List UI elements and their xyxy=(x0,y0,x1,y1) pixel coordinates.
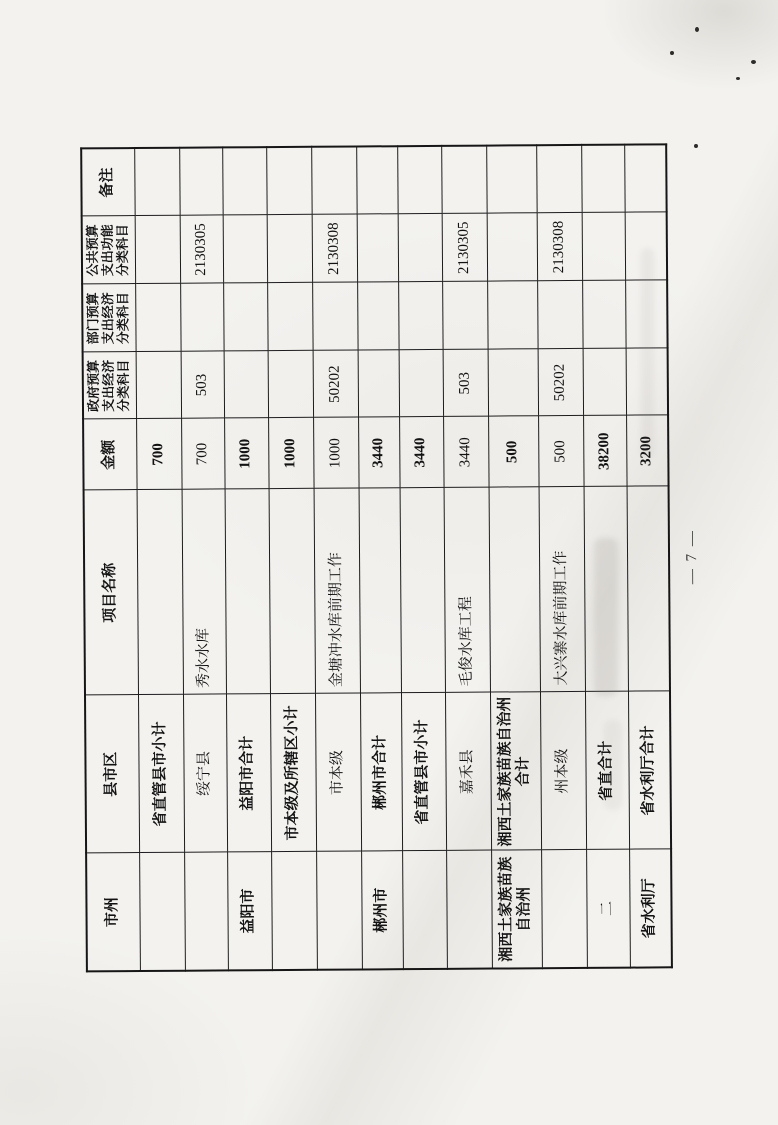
table-cell: 益阳市合计 xyxy=(226,694,271,852)
table-cell: 1000 xyxy=(313,417,358,488)
table-cell xyxy=(224,351,268,418)
table-cell xyxy=(312,282,357,350)
table-cell xyxy=(136,352,181,419)
page-number: — 7 — xyxy=(683,529,701,585)
table-cell xyxy=(581,145,624,213)
table-header xyxy=(81,148,140,971)
table-cell xyxy=(223,215,267,283)
table-cell xyxy=(359,488,401,693)
table-cell xyxy=(398,282,442,350)
table-cell: 2130308 xyxy=(312,214,357,282)
header-cell: 项目名称 xyxy=(84,490,138,695)
table-cell xyxy=(179,147,222,215)
table-cell: 1000 xyxy=(268,418,313,489)
table-cell: 省直管县市小计 xyxy=(401,693,446,851)
header-cell: 金额 xyxy=(83,419,136,490)
table-cell xyxy=(541,850,587,968)
bleed-through-smudge xyxy=(641,248,654,458)
table-cell xyxy=(397,146,441,214)
table-cell xyxy=(627,486,670,691)
table-cell xyxy=(184,852,228,970)
bleed-through-smudge xyxy=(594,538,618,696)
scan-speck xyxy=(736,77,740,80)
table-cell: 郴州市 xyxy=(361,851,403,969)
table-cell xyxy=(442,282,487,350)
header-cell: 县市区 xyxy=(85,695,139,853)
table-cell: 市本级 xyxy=(315,693,361,851)
table-cell xyxy=(135,216,180,284)
table-row xyxy=(356,146,403,969)
table-cell xyxy=(486,145,536,213)
table-cell: 3200 xyxy=(626,415,668,486)
table-cell: 50202 xyxy=(538,349,583,416)
table-cell: 503 xyxy=(443,350,488,417)
table-cell xyxy=(311,146,356,214)
table-cell xyxy=(402,851,447,969)
table-cell: 省直管县市小计 xyxy=(138,695,184,853)
table-cell xyxy=(357,214,398,282)
table-cell: 2130305 xyxy=(442,214,487,282)
table-cell: 50202 xyxy=(313,350,358,417)
table-row xyxy=(179,147,228,970)
table-cell xyxy=(222,147,266,215)
table-cell: 700 xyxy=(136,419,181,490)
header-cell: 政府预算 支出经济 分类科目 xyxy=(83,352,136,419)
table-cell xyxy=(582,213,625,281)
table-row xyxy=(441,146,492,969)
table-cell xyxy=(582,281,625,349)
table-cell: 市本级及所辖区小计 xyxy=(270,694,316,852)
table-cell: 700 xyxy=(181,418,224,489)
table-cell: 湘西土家族苗族自治州 xyxy=(491,850,542,968)
table-cell: 503 xyxy=(181,351,224,418)
table-cell xyxy=(536,145,581,213)
table-cell: 500 xyxy=(488,416,538,487)
table-body xyxy=(134,144,672,971)
header-cell: 备注 xyxy=(81,148,134,216)
table-cell: 嘉禾县 xyxy=(445,693,491,851)
scan-speck xyxy=(751,60,756,64)
table-cell xyxy=(583,349,626,416)
table-cell xyxy=(134,148,179,216)
table-row xyxy=(397,146,447,969)
table-cell: 大兴寨水库前期工作 xyxy=(539,487,585,692)
table-cell xyxy=(489,487,540,692)
table-cell xyxy=(356,146,397,214)
table-row xyxy=(222,147,272,970)
table-cell xyxy=(266,147,311,215)
budget-table xyxy=(80,143,673,972)
table-cell xyxy=(137,490,183,695)
table-cell: 省水利厅 xyxy=(629,849,672,967)
table-row xyxy=(134,148,185,971)
table-cell xyxy=(268,351,313,418)
table-cell xyxy=(487,213,537,281)
table-cell xyxy=(223,283,267,351)
table-cell: 2130305 xyxy=(180,215,223,283)
header-cell: 市州 xyxy=(86,853,140,971)
table-cell xyxy=(446,851,492,969)
table-cell: 秀水水库 xyxy=(182,489,226,694)
table-cell xyxy=(624,144,666,212)
table-cell xyxy=(135,284,180,352)
table-cell xyxy=(400,488,445,693)
table-cell xyxy=(399,350,443,417)
table-cell: 绥宁县 xyxy=(183,694,227,852)
table-cell: 金塘冲水库前期工作 xyxy=(314,488,360,693)
table-row xyxy=(311,146,362,969)
table-cell: 2130308 xyxy=(537,213,582,281)
table-cell xyxy=(225,489,270,694)
table-cell: 38200 xyxy=(583,416,626,487)
table-cell: 毛俊水库工程 xyxy=(444,488,490,693)
header-row xyxy=(81,148,140,971)
table-cell: 3440 xyxy=(443,417,488,488)
table-cell xyxy=(441,146,486,214)
table-cell: 二 xyxy=(586,850,630,968)
table-cell: 1000 xyxy=(224,418,268,489)
scan-speck xyxy=(694,144,698,148)
table-cell: 州本级 xyxy=(540,692,586,850)
table-row xyxy=(266,147,317,970)
table-cell xyxy=(358,350,399,417)
table-cell xyxy=(139,853,185,971)
table-row xyxy=(536,145,587,968)
table-cell xyxy=(267,283,312,351)
scan-speck xyxy=(695,27,699,32)
bleed-through-smudge xyxy=(604,720,622,810)
table-cell: 湘西土家族苗族自治州合计 xyxy=(490,692,541,850)
table-cell xyxy=(487,281,537,349)
table-cell: 500 xyxy=(538,416,583,487)
table-row xyxy=(486,145,542,968)
header-cell: 部门预算 支出经济 分类科目 xyxy=(82,284,135,352)
table-cell xyxy=(357,282,398,350)
table-cell: 省水利厅合计 xyxy=(628,691,671,849)
table-cell xyxy=(537,281,582,349)
table-cell xyxy=(398,214,442,282)
table-cell xyxy=(271,852,317,970)
table-cell: 郴州市合计 xyxy=(360,693,402,851)
table-cell: 3440 xyxy=(399,417,443,488)
table-cell xyxy=(316,851,362,969)
table-cell xyxy=(180,283,223,351)
table-cell: 3440 xyxy=(358,417,399,488)
table-cell xyxy=(267,215,312,283)
table-cell: 省直合计 xyxy=(585,692,629,850)
scan-speck xyxy=(670,51,674,55)
table-cell xyxy=(488,349,538,416)
table-cell xyxy=(269,489,315,694)
table-cell: 益阳市 xyxy=(227,852,272,970)
header-cell: 公共预算 支出功能 分类科目 xyxy=(82,216,135,284)
